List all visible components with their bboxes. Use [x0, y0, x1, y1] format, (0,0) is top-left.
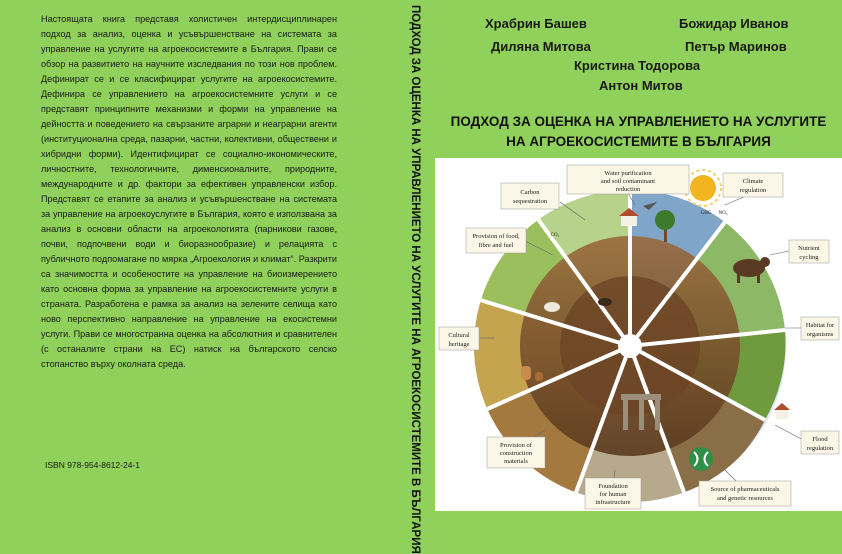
co2-label: CO₂: [550, 233, 560, 238]
label-water-line-3: reduction: [615, 186, 641, 193]
author-6: Антон Митов: [599, 78, 683, 93]
spine: [395, 0, 435, 554]
no3-label: NO₃: [718, 211, 728, 216]
label-pharma-line-2: and genetic resources: [717, 495, 773, 502]
label-water-line-1: Water purification: [604, 170, 652, 177]
label-carbon-line-2: sequestration: [512, 198, 548, 205]
label-foundation-line-1: Foundation: [598, 483, 628, 490]
label-flood-regulation: [801, 431, 839, 454]
label-nutrient-cycling: [789, 240, 829, 263]
label-habitat: [801, 317, 839, 340]
label-water-purification: [567, 165, 689, 194]
label-foundation-line-3: infrastructure: [595, 499, 631, 506]
back-cover-description: Настоящата книга представя холистичен интердисциплинарен подход за анализ, оценка и усъвършенстване на системата за управление на услугите на агроекосистемите в България. Прави се обзор на развитието на научните изследвания по този нов проблем. Дефинират се и се класифицират услугите на агроекосистемите. Дефинира се управлението на агроекосистемните услуги и се представят принципните механизми и форми на управление на дейността и поведението на свързаните аграрни и неаграрни агенти (институционална среда, пазарни, частни, колективни, обществени и хибридни форми). Идентифицират се социално-икономическите, личностните, технологичните, дименсионалните, природните, международните и др. фактори за ефективен управленски избор. Представят се етапите за анализ и усъвършенстване на системата за управление на агроекоуслугите в България, която е използвана за анализ в основни области на агроекологията (парникови газове, почви, подпочвени води и биоразнообразие) и релацията с публичното подпомагане по мярка „Агроекология и климат“. Разкрити са значимостта и особеностите на управление на биоизмерението като основна форма за управление на агроекосистемните услуги в страната. Разработена е рамка за анализ на зелените селища като ново перспективно направление на управление на екосистемни услуги. Прави се многостранна оценка на абсолютния и сравнителен (с останалите страни на ЕС) натиск на българското селско стопанство върху околната среда.: [41, 14, 337, 369]
aqueduct-icon: [621, 394, 661, 430]
label-nutrient-line-1: Nutrient: [798, 245, 820, 252]
agroecosystem-services-illustration: [435, 0, 842, 511]
label-climate-line-1: Climate: [742, 178, 764, 185]
book-title-line-2: НА АГРОЕКОСИСТЕМИТЕ В БЪЛГАРИЯ: [506, 134, 771, 149]
label-climate-regulation: [723, 173, 783, 197]
label-flood-line-2: regulation: [806, 445, 834, 452]
label-habitat-line-2: organisms: [806, 331, 834, 338]
label-cultural-line-2: heritage: [448, 341, 470, 348]
label-pharma-line-1: Source of pharmaceuticals: [710, 486, 780, 493]
label-climate-line-2: regulation: [739, 187, 767, 194]
label-nutrient-line-2: cycling: [799, 254, 819, 261]
author-1: Храбрин Башев: [485, 16, 587, 31]
author-3: Диляна Митова: [491, 39, 591, 54]
label-cultural-line-1: Cultural: [448, 332, 470, 339]
label-foundation-line-2: for human: [599, 491, 627, 498]
label-carbon-line-1: Carbon: [520, 189, 540, 196]
label-flood-line-1: Flood: [812, 436, 828, 443]
author-4: Петър Маринов: [685, 39, 787, 54]
label-food-line-2: fibre and fuel: [478, 242, 514, 249]
label-pharmaceuticals: [699, 481, 791, 506]
helix-logo-icon: [689, 447, 713, 471]
label-construction-line-3: materials: [504, 458, 528, 465]
isbn: ISBN 978-954-8612-24-1: [45, 460, 140, 470]
label-cultural-heritage: [439, 327, 479, 350]
front-cover: [435, 0, 842, 511]
label-foundation-infrastructure: [585, 478, 641, 509]
label-water-line-2: and soil contaminant: [600, 178, 656, 185]
label-construction-line-2: construction: [499, 450, 533, 457]
label-carbon-sequestration: [501, 183, 559, 209]
author-2: Божидар Иванов: [679, 16, 789, 31]
spine-title: ПОДХОД ЗА ОЦЕНКА НА УПРАВЛЕНИЕТО НА УСЛУГИТЕ НА АГРОЕКОСИСТЕМИТЕ В БЪЛГАРИЯ: [409, 5, 421, 554]
ghg-label: GHG: [700, 211, 712, 216]
label-construction-line-1: Provision of: [500, 442, 532, 449]
label-provision-food: [466, 228, 526, 253]
label-habitat-line-1: Habitat for: [805, 322, 835, 329]
label-food-line-1: Provision of food,: [472, 233, 520, 240]
book-title-line-1: ПОДХОД ЗА ОЦЕНКА НА УПРАВЛЕНИЕТО НА УСЛУГИТЕ: [450, 114, 827, 129]
back-cover: [0, 0, 395, 511]
label-construction-materials: [487, 437, 545, 468]
author-5: Кристина Тодорова: [574, 58, 701, 73]
